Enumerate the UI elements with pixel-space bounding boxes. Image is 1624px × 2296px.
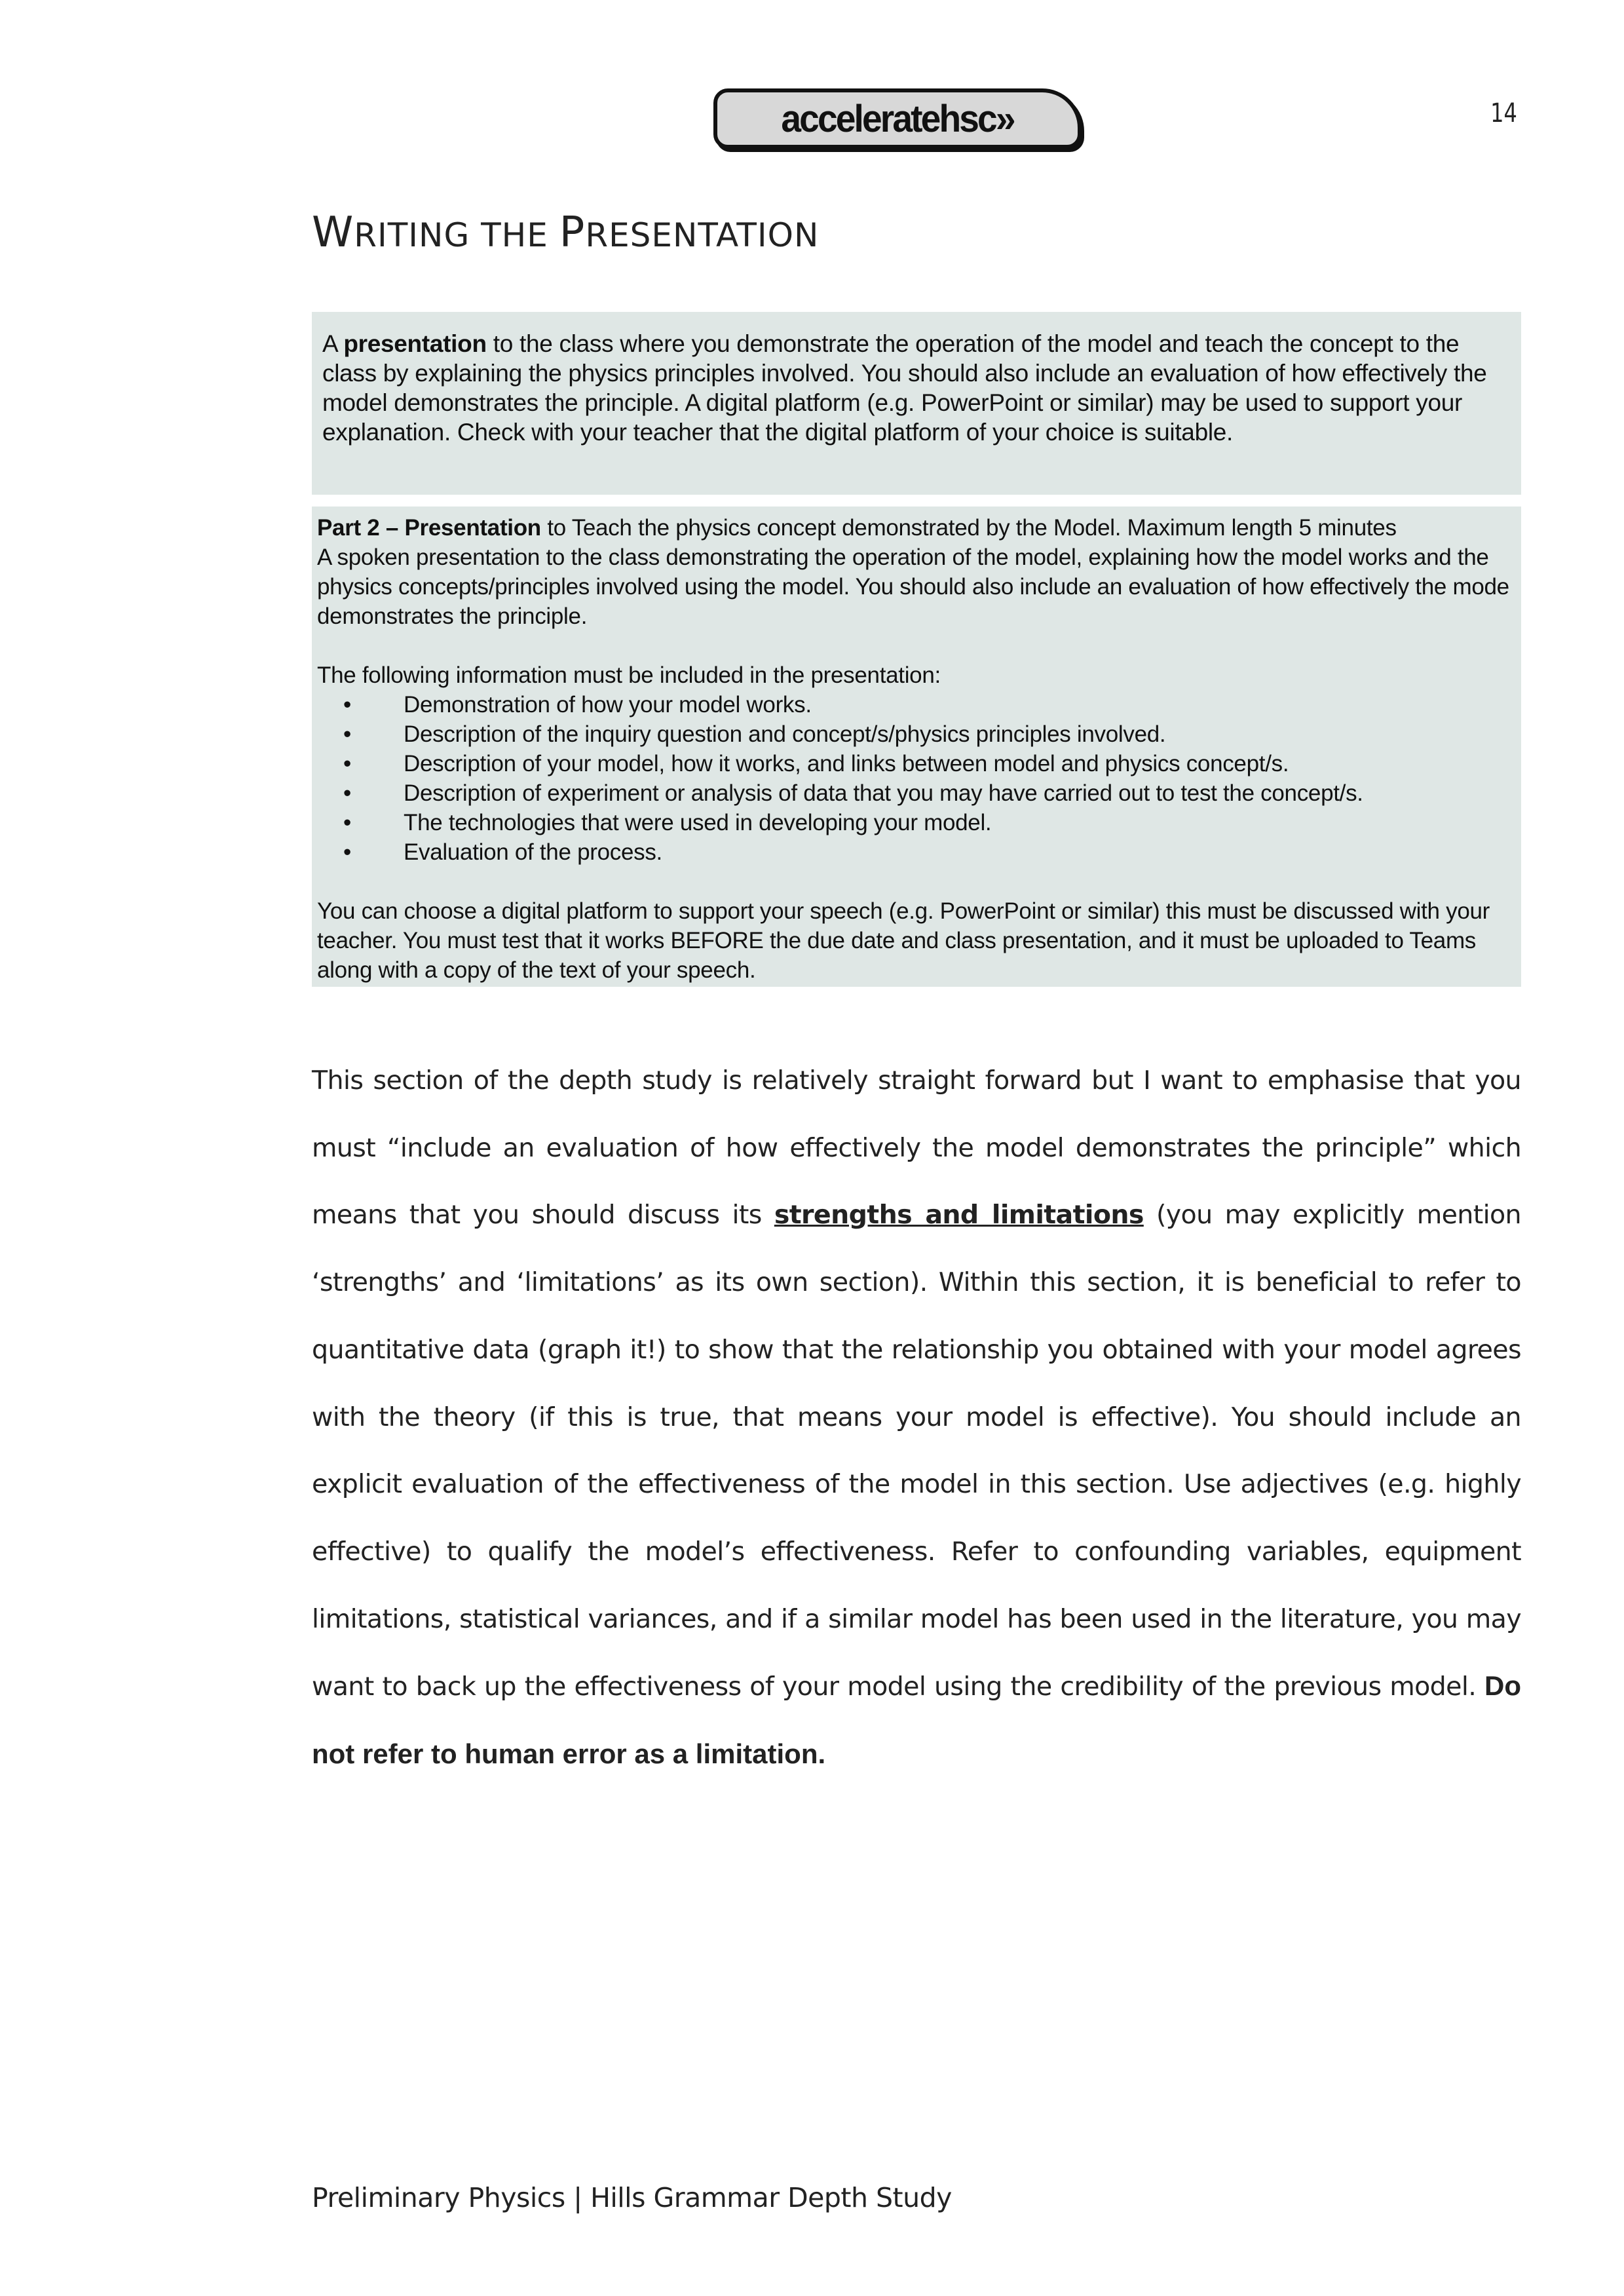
- acceleratehsc-logo: [713, 88, 1082, 149]
- bullet-icon: •: [343, 721, 351, 747]
- logo-text: acceleratehsc»: [781, 97, 1014, 140]
- part2-requirements-box: [312, 507, 1521, 987]
- page-title: [312, 208, 819, 257]
- list-item-text: Description of your model, how it works, and links between model and physics concept/s.: [404, 751, 1289, 776]
- list-item: [343, 749, 1512, 778]
- list-item: [343, 719, 1512, 749]
- page-footer: Preliminary Physics | Hills Grammar Depth Study: [312, 2182, 952, 2213]
- list-intro: The following information must be included in the presentation:: [317, 662, 941, 688]
- body-underlined: strengths and limitations: [774, 1200, 1144, 1231]
- title-cap-2: P: [559, 208, 586, 257]
- list-item: [343, 837, 1512, 867]
- bullet-icon: •: [343, 692, 351, 718]
- summary-text: to the class where you demonstrate the operation of the model and teach the concept to the class by explaining the physics principles involved. You should also include an evaluation of how effectively the model demonstrates the principle. A digital platform (e.g. PowerPoint or similar) may be used to support your explanation. Check with your teacher that the digital platform of your choice is suitable.: [322, 330, 1487, 446]
- list-item-text: Description of experiment or analysis of data that you may have carried out to test the concept/s.: [404, 780, 1363, 806]
- body-text-2: (you may explicitly mention ‘strengths’ and ‘limitations’ as its own section). Within this section, it is beneficial to refer to quantitative data (graph it!) to show that the relationship you obtained with your model agrees with the theory (if this is true, that means your model is effective). You should include an explicit evaluation of the effectiveness of the model in this section. Use adjectives (e.g. highly effective) to qualify the model’s effectiveness. Refer to confounding variables, equipment limitations, statistical variances, and if a similar model has been used in the literature, you may want to back up the effectiveness of your model using the credibility of the previous model.: [312, 1200, 1521, 1702]
- part2-intro: A spoken presentation to the class demonstrating the operation of the model, explaining how the model works and the physics concepts/principles involved using the model. You should also include an evaluation of how effectively the mode demonstrates the principle.: [317, 545, 1509, 629]
- body-bold-end: Do not refer to human error as a limitation.: [312, 1670, 1521, 1770]
- title-part-1: RITING THE: [354, 216, 559, 254]
- page-number: 14: [1490, 98, 1517, 128]
- bullet-icon: •: [343, 839, 351, 865]
- list-item-text: Description of the inquiry question and concept/s/physics principles involved.: [404, 721, 1166, 747]
- title-part-2: RESENTATION: [585, 216, 820, 254]
- list-item: [343, 690, 1512, 719]
- part2-heading-rest: to Teach the physics concept demonstrated by the Model. Maximum length 5 minutes: [540, 515, 1397, 541]
- summary-pre: A: [322, 330, 344, 357]
- part2-heading-bold: Part 2 – Presentation: [317, 515, 541, 541]
- body-text-1: This section of the depth study is relatively straight forward but I want to emphasise that you must “include an evaluation of how effectively the model demonstrates the principle” which means that you should discuss its: [312, 1065, 1521, 1231]
- list-item: [343, 808, 1512, 837]
- part2-closing: You can choose a digital platform to support your speech (e.g. PowerPoint or similar) this must be discussed with your teacher. You must test that it works BEFORE the due date and class presentation, and it must be uploaded to Teams along with a copy of the text of your speech.: [317, 898, 1490, 983]
- bullet-icon: •: [343, 751, 351, 776]
- list-item-text: Evaluation of the process.: [404, 839, 662, 865]
- bullet-icon: •: [343, 810, 351, 835]
- list-item: [343, 778, 1512, 808]
- body-paragraph: [312, 1047, 1521, 1789]
- summary-bold: presentation: [343, 330, 487, 357]
- list-item-text: The technologies that were used in developing your model.: [404, 810, 992, 835]
- requirements-list: [317, 690, 1512, 867]
- bullet-icon: •: [343, 780, 351, 806]
- part2-heading: [317, 513, 1512, 543]
- presentation-summary-box: [312, 312, 1521, 495]
- list-item-text: Demonstration of how your model works.: [404, 692, 812, 718]
- title-cap-1: W: [312, 208, 354, 257]
